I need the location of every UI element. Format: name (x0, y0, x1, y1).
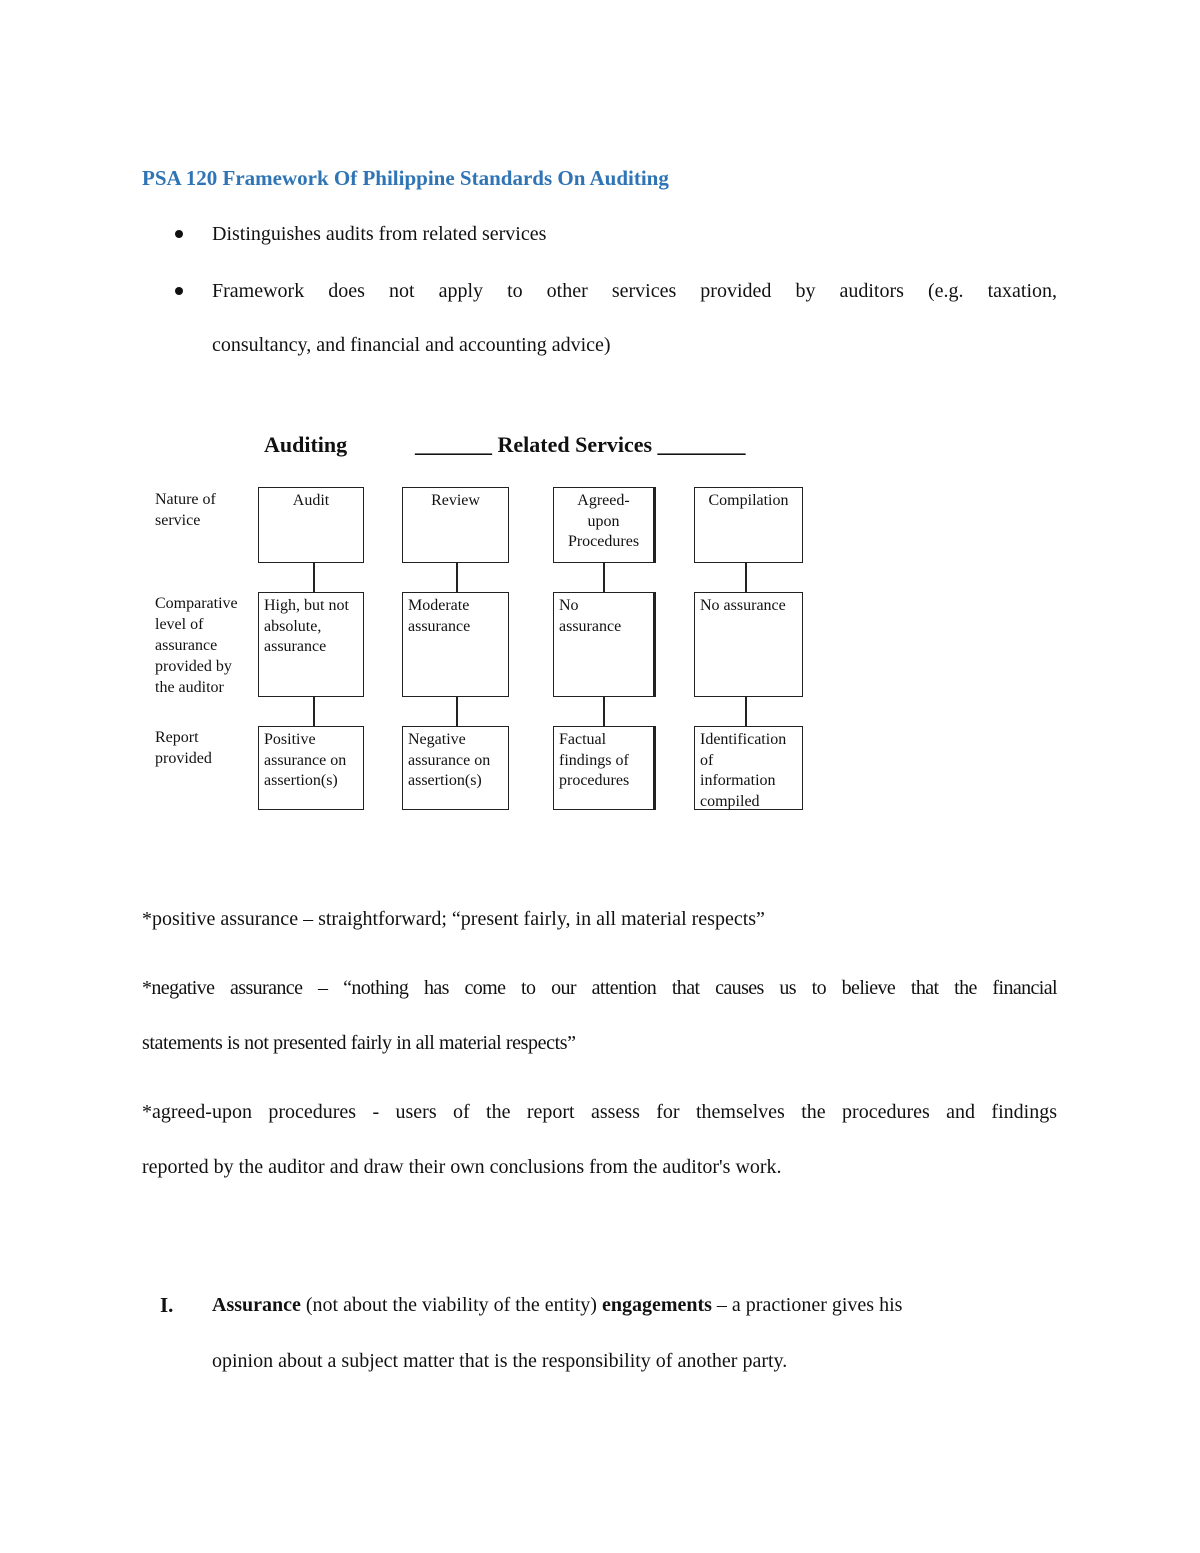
box-service-compilation: Compilation (694, 487, 803, 563)
connector-line (603, 563, 605, 592)
note-positive-assurance: *positive assurance – straightforward; “present fairly, in all material respects” (142, 908, 765, 930)
box-assurance-audit: High, but not absolute, assurance (258, 592, 364, 697)
section-one-line1 (212, 1293, 1057, 1317)
box-report-audit: Positive assurance on assertion(s) (258, 726, 364, 810)
row-label-report: Report provided (155, 729, 212, 767)
box-report-agreed-upon: Factual findings of procedures (553, 726, 656, 810)
note-agreed-upon: *agreed-upon procedures - users of the report assess for themselves the procedures and findings (142, 1101, 1057, 1123)
diagram-title-auditing: Auditing (264, 432, 348, 457)
section-one-line2: opinion about a subject matter that is the responsibility of another party. (212, 1350, 788, 1372)
box-assurance-review: Moderate assurance (402, 592, 509, 697)
section-numeral: I. (160, 1293, 174, 1317)
box-assurance-compilation: No assurance (694, 592, 803, 697)
bullet-text: Distinguishes audits from related services (212, 223, 547, 245)
bullet-dot (175, 287, 183, 295)
box-service-agreed-upon: Agreed-upon Procedures (553, 487, 656, 563)
row-label-nature: Nature of service (155, 491, 216, 529)
box-report-compilation: Identification of information compiled (694, 726, 803, 810)
note-negative-assurance: *negative assurance – “nothing has come to our attention that causes us to believe that the financial (142, 977, 1057, 999)
bullet-dot (175, 230, 183, 238)
box-assurance-agreed-upon: No assurance (553, 592, 656, 697)
box-report-review: Negative assurance on assertion(s) (402, 726, 509, 810)
bullet-text-continued: consultancy, and financial and accounting advice) (212, 334, 611, 356)
term-assurance: Assurance (212, 1294, 301, 1316)
row-label-assurance-level: Comparative level of assurance provided by the auditor (155, 595, 238, 696)
box-service-audit: Audit (258, 487, 364, 563)
bullet-text: Framework does not apply to other services provided by auditors (e.g. taxation, (212, 280, 1057, 302)
connector-line (456, 697, 458, 726)
connector-line (745, 697, 747, 726)
section-one-rest: – a practioner gives his (711, 1294, 903, 1316)
note-agreed-upon-continued: reported by the auditor and draw their own conclusions from the auditor's work. (142, 1156, 782, 1178)
connector-line (313, 697, 315, 726)
connector-line (456, 563, 458, 592)
note-negative-assurance-continued: statements is not presented fairly in all material respects” (142, 1032, 576, 1054)
section-one-paren: (not about the viability of the entity) (300, 1294, 602, 1316)
page-title: PSA 120 Framework Of Philippine Standards On Auditing (142, 166, 669, 190)
diagram-title-related-services: _______ Related Services ________ (415, 432, 746, 457)
box-service-review: Review (402, 487, 509, 563)
term-engagements: engagements (601, 1294, 712, 1316)
connector-line (603, 697, 605, 726)
connector-line (745, 563, 747, 592)
connector-line (313, 563, 315, 592)
